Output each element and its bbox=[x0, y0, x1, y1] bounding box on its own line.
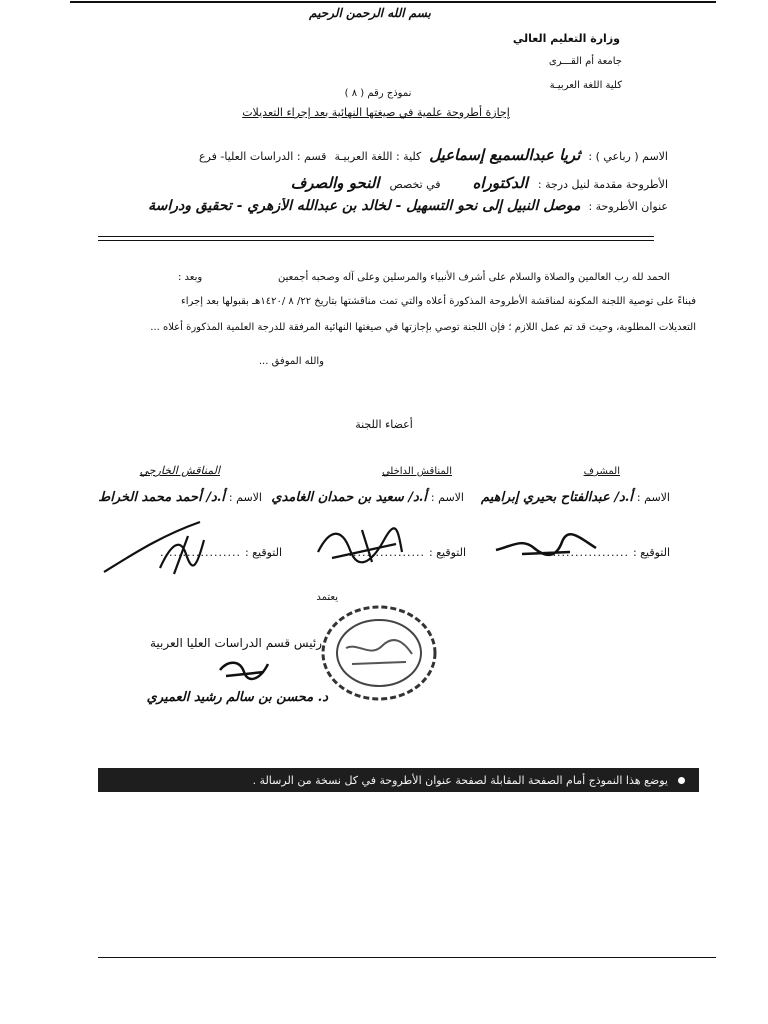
body-line-3: التعديلات المطلوبة، وحيث قد تم عمل اللازم ؛ فإن اللجنة توصي بإجازتها في صيغتها النهائية المرفقة للدرجة العلمية المذكورة أعلاه ... bbox=[150, 322, 696, 333]
body-line-2: فبناءً على توصية اللجنة المكونة لمناقشة الأطروحة المذكورة أعلاه والتي تمت مناقشتها بتاريخ ٢٢/ ٨ /١٤٢٠هـ بقبولها بعد إجراء bbox=[181, 296, 696, 307]
spec-value: النحو والصرف bbox=[290, 174, 380, 192]
degree-label: الأطروحة مقدمة لنيل درجة : bbox=[537, 178, 668, 191]
body-line-1 bbox=[98, 272, 670, 283]
supervisor-name: أ.د/ عبدالفتاح بحيري إبراهيم bbox=[481, 490, 633, 505]
approval-name: د. محسن بن سالم رشيد العميري bbox=[146, 690, 328, 705]
name-row bbox=[199, 146, 668, 164]
external-name: أ.د/ أحمد محمد الخراط bbox=[98, 490, 225, 505]
official-seal-icon bbox=[318, 602, 440, 704]
closing-text: والله الموفق ... bbox=[258, 356, 324, 367]
college-name: كلية اللغة العربيـة bbox=[549, 80, 622, 91]
signature-internal-icon bbox=[312, 522, 408, 568]
name-value: ثريا عبدالسميع إسماعيل bbox=[429, 146, 581, 164]
form-number: نموذج رقم ( ٨ ) bbox=[344, 88, 412, 99]
divider-upper bbox=[98, 236, 654, 237]
dept-label: قسم : الدراسات العليا- فرع bbox=[198, 150, 327, 163]
degree-value: الدكتوراه bbox=[472, 174, 528, 192]
footer-note: يوضع هذا النموذج أمام الصفحة المقابلة لصفحة عنوان الأطروحة في كل نسخة من الرسالة . bbox=[252, 773, 668, 787]
thesis-row bbox=[8, 198, 668, 214]
spec-label: في تخصص bbox=[389, 178, 441, 191]
sign-dots-1: .................. bbox=[548, 546, 629, 559]
name-label-2: الاسم : bbox=[430, 491, 464, 504]
form-title: إجازة أطروحة علمية في صيغتها النهائية بعد إجراء التعديلات bbox=[242, 106, 510, 119]
ministry-name: وزارة التعليم العالي bbox=[512, 32, 620, 45]
signature-external-icon bbox=[100, 516, 210, 580]
name-label-1: الاسم : bbox=[636, 491, 670, 504]
top-border bbox=[70, 1, 716, 3]
committee-heading: أعضاء اللجنة bbox=[355, 418, 413, 431]
sign-dots-3: .................. bbox=[160, 546, 241, 559]
signature-supervisor-icon bbox=[492, 528, 602, 568]
approval-title: رئيس قسم الدراسات العليا العربية bbox=[150, 636, 322, 650]
name-label: الاسم ( رباعي ) : bbox=[588, 150, 668, 163]
sign-dots-2: .................. bbox=[344, 546, 425, 559]
approval-signature-icon bbox=[214, 656, 274, 682]
college-label: كلية : اللغة العربيـة bbox=[334, 150, 422, 163]
member-name-external bbox=[98, 490, 262, 505]
sign-label-1: التوقيع : bbox=[632, 546, 670, 559]
sign-label-3: التوقيع : bbox=[244, 546, 282, 559]
praise-text: الحمد لله رب العالمين والصلاة والسلام على أشرف الأنبياء والمرسلين وعلى آله وصحبه أجمعين bbox=[278, 272, 670, 283]
sign-label-2: التوقيع : bbox=[428, 546, 466, 559]
member-name-supervisor bbox=[481, 490, 670, 505]
thesis-value: موصل النبيل إلى نحو التسهيل - لخالد بن عبدالله الأزهري - تحقيق ودراسة bbox=[148, 198, 581, 214]
divider-lower bbox=[98, 240, 654, 241]
member-name-internal bbox=[271, 490, 464, 505]
university-name: جامعة أم القـــرى bbox=[548, 56, 622, 67]
approval-label: يعتمد bbox=[316, 592, 338, 603]
footer-note-banner bbox=[98, 768, 699, 792]
name-label-3: الاسم : bbox=[228, 491, 262, 504]
bottom-border bbox=[98, 957, 716, 958]
bismillah: بسم الله الرحمن الرحيم bbox=[309, 6, 431, 20]
degree-row bbox=[291, 174, 668, 192]
role-supervisor: المشرف bbox=[583, 466, 620, 477]
role-external: المناقش الخارجي bbox=[139, 464, 220, 477]
thesis-label: عنوان الأطروحة : bbox=[588, 200, 668, 213]
role-internal: المناقش الداخلي bbox=[381, 466, 452, 477]
wa-baad: وبعد : bbox=[178, 272, 203, 283]
internal-name: أ.د/ سعيد بن حمدان الغامدي bbox=[271, 490, 427, 505]
bullet-icon bbox=[678, 777, 685, 784]
